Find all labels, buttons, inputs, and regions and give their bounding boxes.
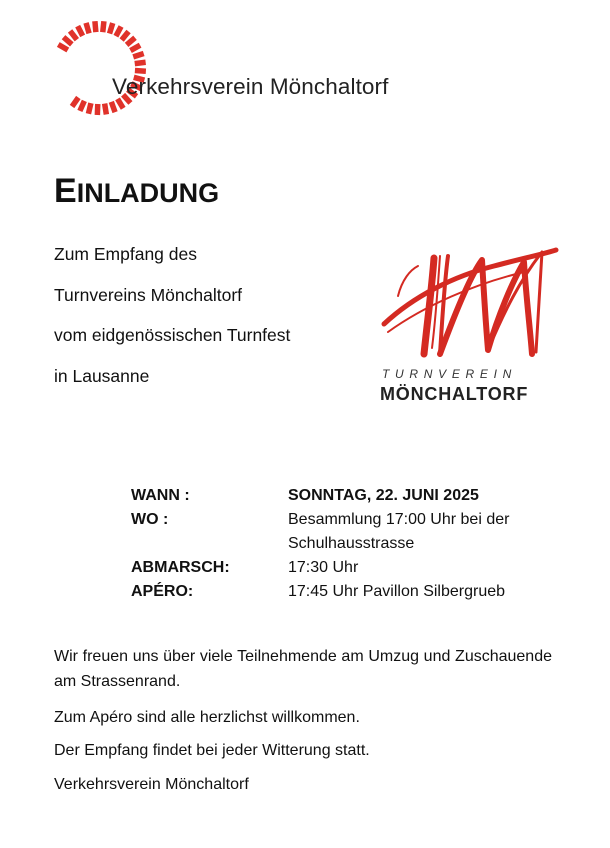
logo-tick bbox=[78, 26, 83, 36]
dashed-circle-icon bbox=[44, 18, 174, 118]
intro-line: in Lausanne bbox=[54, 365, 150, 386]
title-initial: E bbox=[54, 172, 77, 210]
detail-row-apero bbox=[131, 580, 568, 604]
logo-tick bbox=[88, 103, 90, 114]
detail-value: SONNTAG, 22. JUNI 2025 bbox=[288, 487, 479, 504]
turnverein-name: MÖNCHALTORF bbox=[380, 384, 529, 404]
detail-row-wann bbox=[131, 484, 568, 508]
logo-tick bbox=[86, 23, 89, 34]
turnverein-wordmark: TURNVEREIN bbox=[382, 367, 518, 381]
intro-line: Zum Empfang des bbox=[54, 244, 197, 264]
turnverein-logo bbox=[374, 236, 564, 408]
title-rest: INLADUNG bbox=[76, 178, 220, 208]
logo-tick bbox=[130, 45, 140, 50]
logo-tick bbox=[58, 45, 68, 51]
logo-tick bbox=[133, 53, 143, 56]
detail-row-abmarsch bbox=[131, 556, 568, 580]
body-paragraph: Zum Apéro sind alle herzlichst willkommen. bbox=[54, 709, 360, 726]
detail-label: APÉRO: bbox=[131, 583, 194, 600]
logo-tick bbox=[122, 31, 129, 40]
detail-value: 17:45 Uhr Pavillon Silbergrueb bbox=[288, 583, 506, 600]
detail-value: 17:30 Uhr bbox=[288, 559, 359, 576]
intro-line: vom eidgenössischen Turnfest bbox=[54, 325, 291, 345]
detail-label: WANN : bbox=[131, 487, 190, 504]
logo-tick bbox=[116, 27, 121, 37]
event-details bbox=[131, 484, 568, 604]
logo-tick bbox=[80, 101, 84, 111]
verkehrsverein-logo-text: Verkehrsverein Mönchaltorf bbox=[112, 74, 389, 99]
body-paragraph: Wir freuen uns über viele Teilnehmende am Umzug und Zuschauende am Strassenrand. bbox=[54, 648, 552, 690]
logo-tick bbox=[110, 23, 113, 34]
logo-tick bbox=[105, 104, 107, 115]
detail-label: WO : bbox=[131, 511, 169, 528]
tvm-brush-monogram-icon bbox=[374, 236, 564, 366]
logo-tick bbox=[72, 97, 78, 106]
logo-tick bbox=[135, 62, 146, 63]
logo-tick bbox=[95, 21, 96, 32]
logo-tick bbox=[135, 71, 146, 72]
detail-value: Besammlung 17:00 Uhr bei der Schulhausstrasse bbox=[288, 511, 510, 552]
detail-label: ABMARSCH: bbox=[131, 559, 230, 576]
intro-line: Turnvereins Mönchaltorf bbox=[54, 284, 243, 305]
logo-tick bbox=[111, 102, 115, 112]
logo-tick bbox=[103, 21, 104, 32]
logo-tick bbox=[127, 38, 135, 45]
detail-row-wo bbox=[131, 508, 568, 556]
logo-tick bbox=[64, 37, 72, 44]
page-title bbox=[54, 172, 219, 211]
logo-tick bbox=[70, 31, 77, 40]
logo-tick bbox=[118, 99, 124, 108]
intro-text bbox=[54, 234, 290, 396]
body-paragraph: Der Empfang findet bei jeder Witterung statt. bbox=[54, 742, 370, 759]
verkehrsverein-logo bbox=[44, 18, 389, 118]
signature-line: Verkehrsverein Mönchaltorf bbox=[54, 776, 249, 793]
